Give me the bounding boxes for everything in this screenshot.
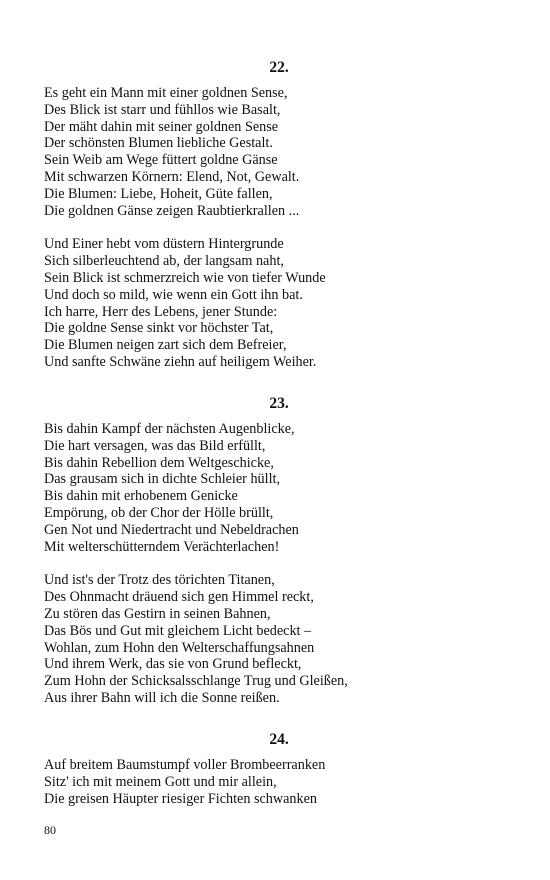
verse-line: Die hart versagen, was das Bild erfüllt, — [44, 437, 266, 454]
verse-line: Sitz' ich mit meinem Gott und mir allein, — [44, 773, 277, 790]
verse-line: Die Blumen neigen zart sich dem Befreier, — [44, 337, 287, 354]
verse-line: Der schönsten Blumen liebliche Gestalt. — [44, 135, 273, 152]
verse-line: Des Blick ist starr und fühllos wie Basalt, — [44, 101, 281, 118]
stanza — [44, 757, 514, 807]
verse-line: Und sanfte Schwäne ziehn auf heiligem Weiher. — [44, 353, 317, 370]
poem-number: 22. — [269, 59, 289, 76]
verse-line: Die goldnen Gänse zeigen Raubtierkrallen ... — [44, 202, 300, 219]
verse-line: Die Blumen: Liebe, Hoheit, Güte fallen, — [44, 185, 273, 202]
page-number: 80 — [44, 823, 56, 837]
verse-line: Empörung, ob der Chor der Hölle brüllt, — [44, 504, 274, 521]
verse-line: Und ihrem Werk, das sie von Grund befleckt, — [44, 656, 302, 673]
verse-line: Zu stören das Gestirn in seinen Bahnen, — [44, 605, 271, 622]
stanza — [44, 572, 514, 706]
verse-line: Zum Hohn der Schicksalsschlange Trug und Gleißen, — [44, 673, 348, 690]
verse-line: Es geht ein Mann mit einer goldnen Sense, — [44, 85, 288, 101]
verse-line: Die goldne Sense sinkt vor höchster Tat, — [44, 320, 274, 337]
verse-line: Der mäht dahin mit seiner goldnen Sense — [44, 118, 279, 135]
poem-22 — [44, 59, 514, 371]
verse-line: Sein Blick ist schmerzreich wie von tiefer Wunde — [44, 269, 326, 286]
verse-line: Sich silberleuchtend ab, der langsam naht, — [44, 253, 284, 270]
verse-line: Auf breitem Baumstumpf voller Brombeerranken — [44, 757, 326, 773]
verse-line: Ich harre, Herr des Lebens, jener Stunde: — [44, 303, 278, 320]
verse-line: Und ist's der Trotz des törichten Titanen, — [44, 572, 275, 589]
verse-line: Mit welterschütterndem Verächterlachen! — [44, 538, 280, 555]
verse-line: Gen Not und Niedertracht und Nebeldrachen — [44, 521, 299, 538]
verse-line: Bis dahin Rebellion dem Weltgeschicke, — [44, 454, 274, 471]
poem-23 — [44, 395, 514, 707]
verse-line: Das Bös und Gut mit gleichem Licht bedeckt – — [44, 622, 312, 639]
stanza — [44, 236, 514, 370]
verse-line: Bis dahin Kampf der nächsten Augenblicke, — [44, 421, 295, 437]
poem-number: 23. — [269, 395, 289, 412]
stanza — [44, 421, 514, 555]
verse-line: Das grausam sich in dichte Schleier hüllt, — [44, 471, 281, 488]
verse-line: Sein Weib am Wege füttert goldne Gänse — [44, 152, 278, 169]
stanza — [44, 85, 514, 219]
verse-line: Des Ohnmacht dräuend sich gen Himmel reckt, — [44, 589, 314, 606]
verse-line: Und doch so mild, wie wenn ein Gott ihn bat. — [44, 286, 303, 303]
verse-line: Die greisen Häupter riesiger Fichten schwanken — [44, 790, 318, 807]
verse-line: Und Einer hebt vom düstern Hintergrunde — [44, 236, 284, 253]
verse-line: Mit schwarzen Körnern: Elend, Not, Gewalt. — [44, 168, 300, 185]
verse-line: Aus ihrer Bahn will ich die Sonne reißen. — [44, 689, 280, 706]
poem-24 — [44, 731, 514, 807]
verse-line: Wohlan, zum Hohn den Welterschaffungsahnen — [44, 639, 315, 656]
poem-number: 24. — [269, 731, 289, 748]
verse-line: Bis dahin mit erhobenem Genicke — [44, 488, 238, 505]
